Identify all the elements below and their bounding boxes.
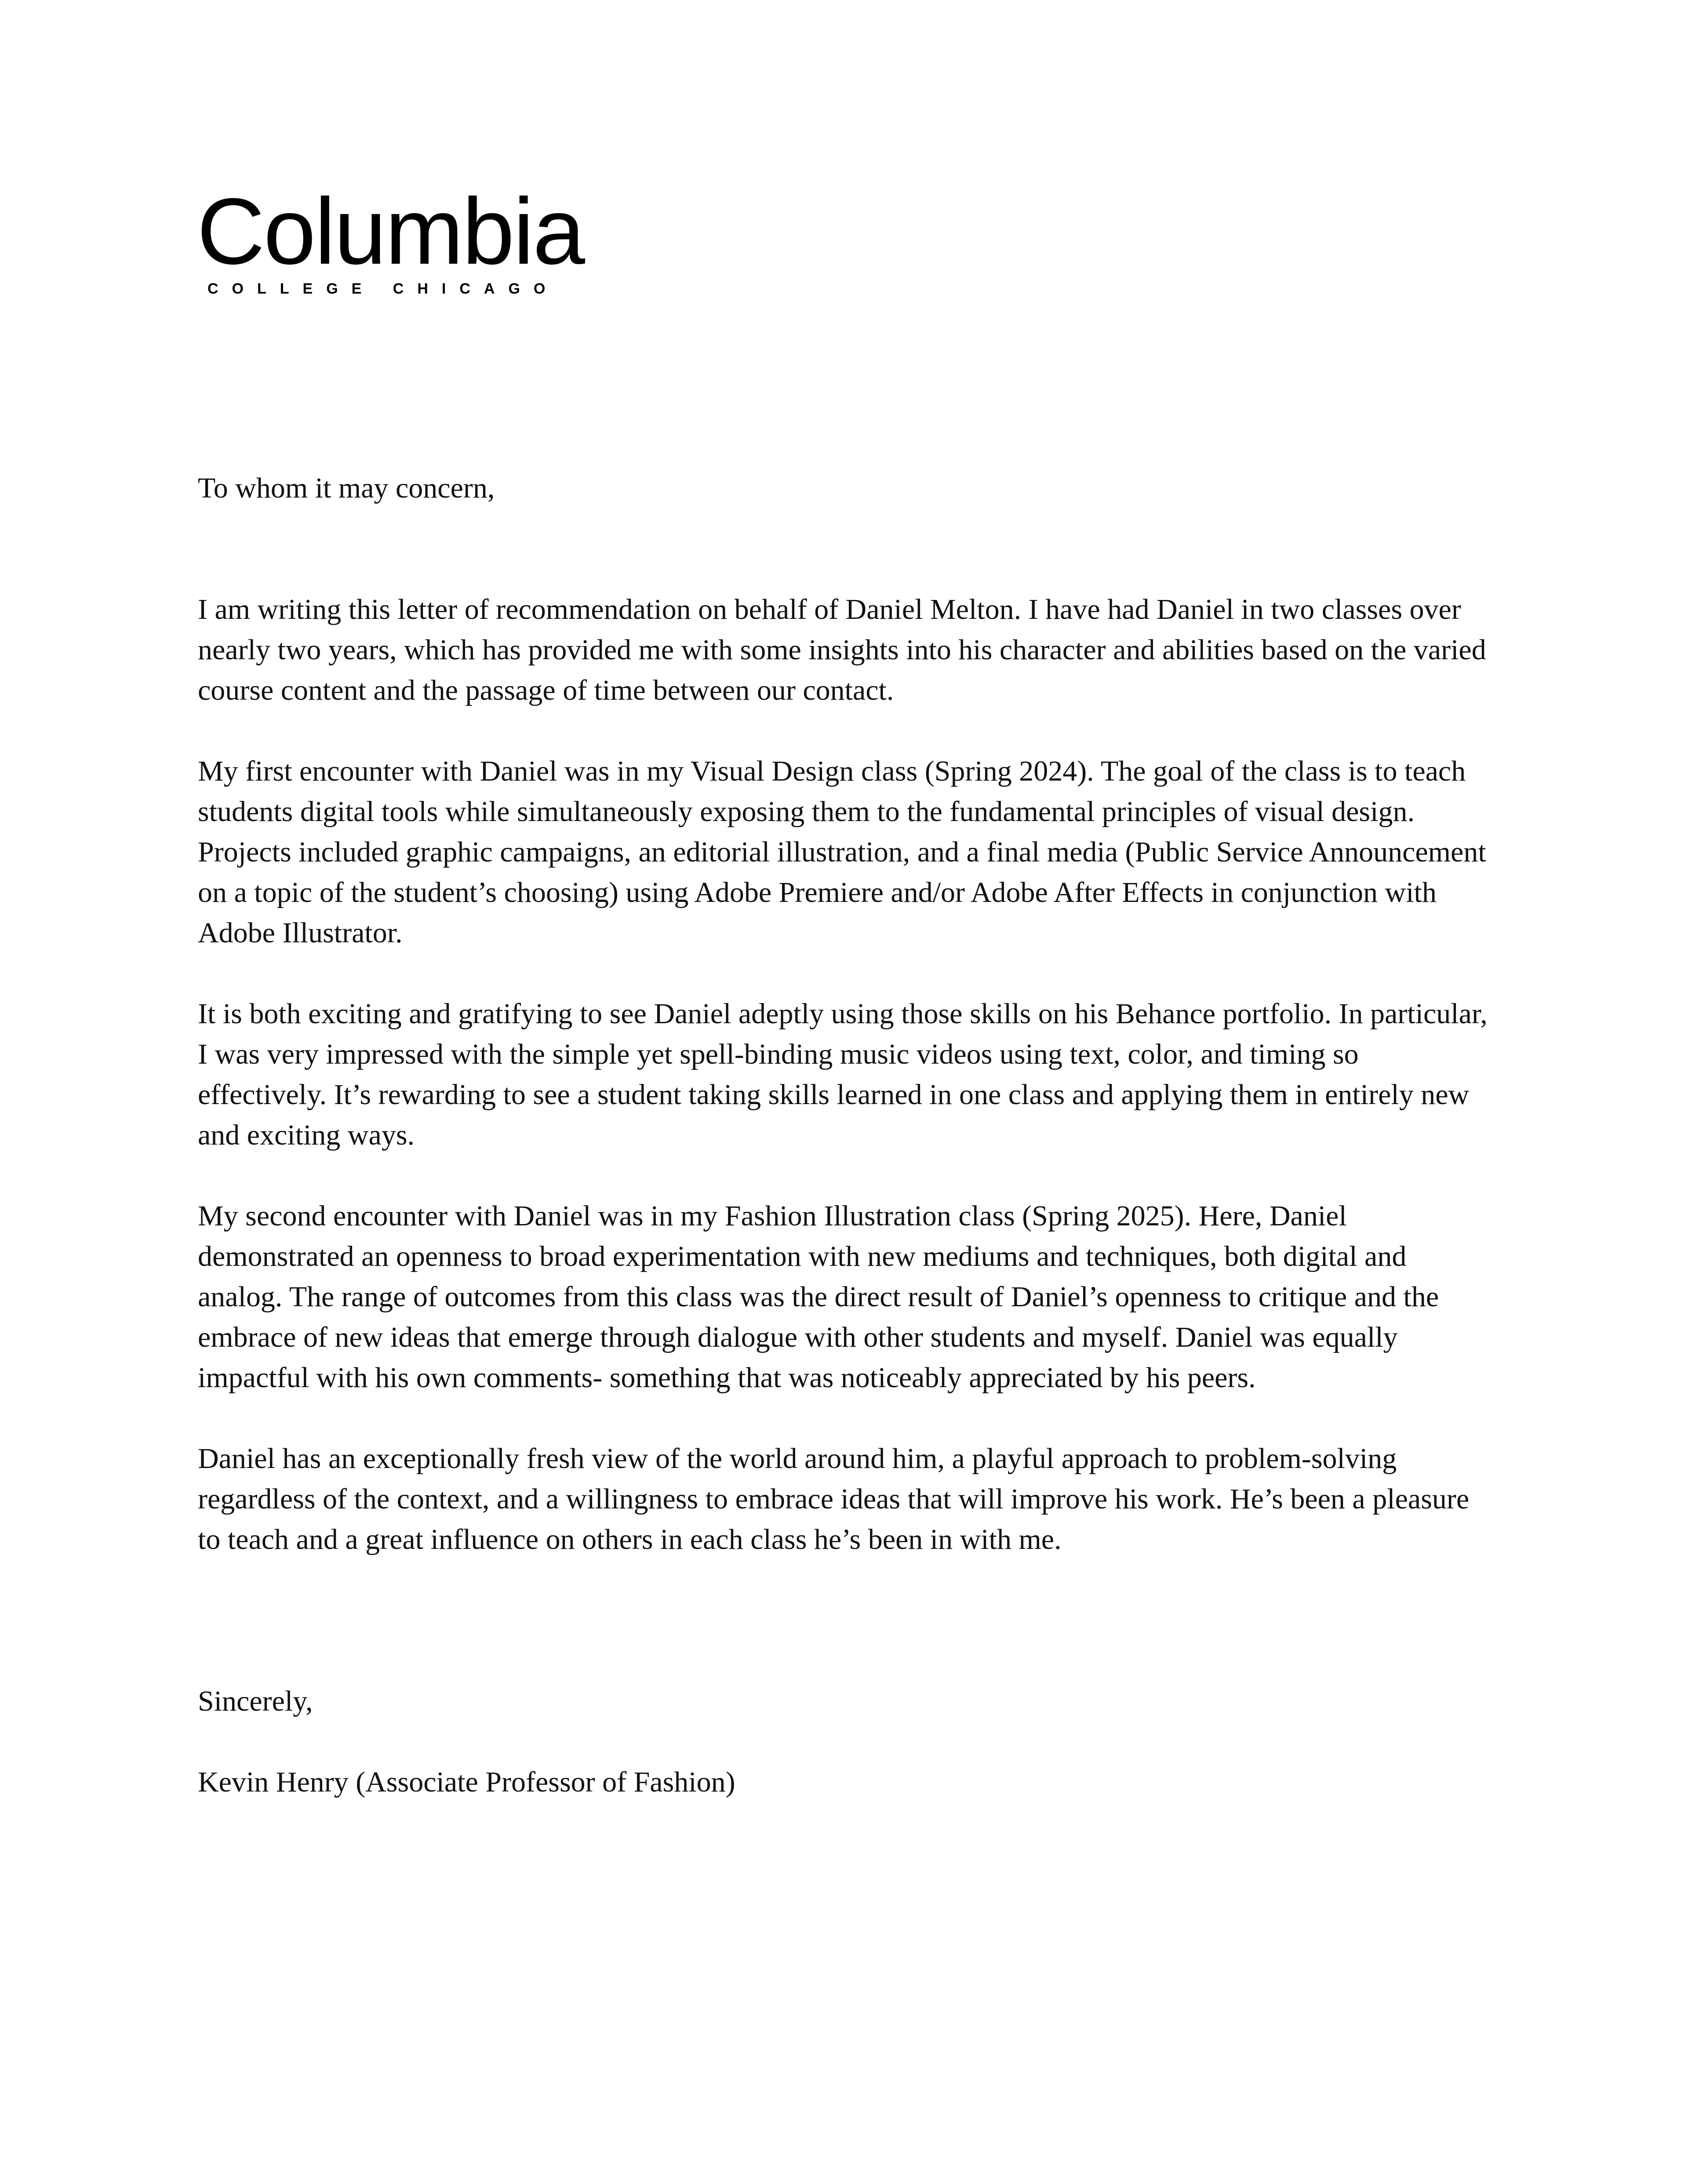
college-logo [197, 179, 593, 298]
letter-paragraph: Daniel has an exceptionally fresh view of the world around him, a playful approach to problem-solving regardless of the context, and a willingness to embrace ideas that will improve his work. He’s been a pleasure to teach and a great influence on others in each class he’s been in with me. [198, 1443, 1470, 1555]
letter-paragraph: My first encounter with Daniel was in my Visual Design class (Spring 2024). The goal of the class is to teach students digital tools while simultaneously exposing them to the fundamental principles of visual design. Projects included graphic campaigns, an editorial illustration, and a final media (Public Service Announcement on a topic of the student’s choosing) using Adobe Premiere and/or Adobe After Effects in conjunction with Adobe Illustrator. [198, 755, 1486, 949]
letter-body [198, 468, 1495, 1802]
closing: Sincerely, [198, 1685, 313, 1717]
signature: Kevin Henry (Associate Professor of Fashion) [198, 1766, 735, 1798]
logo-wordmark: Columbia [197, 179, 584, 284]
salutation: To whom it may concern, [198, 472, 495, 504]
letter-paragraph: It is both exciting and gratifying to see Daniel adeptly using those skills on his Behance portfolio. In particular, I was very impressed with the simple yet spell-binding music videos using text, color, and timing so effectively. It’s rewarding to see a student taking skills learned in one class and applying them in entirely new and exciting ways. [198, 998, 1488, 1151]
letter-paragraph: My second encounter with Daniel was in my Fashion Illustration class (Spring 2025). Here, Daniel demonstrated an openness to broad experimentation with new mediums and techniques, both digital and analog. The range of outcomes from this class was the direct result of Daniel’s openness to critique and the embrace of new ideas that emerge through dialogue with other students and myself. Daniel was equally impactful with his own comments- something that was noticeably appreciated by his peers. [198, 1200, 1439, 1394]
logo-subline: COLLEGE CHICAGO [207, 280, 559, 297]
letter-paragraph: I am writing this letter of recommendation on behalf of Daniel Melton. I have had Daniel in two classes over nearly two years, which has provided me with some insights into his character and abilities based on the varied course content and the passage of time between our contact. [198, 593, 1486, 706]
